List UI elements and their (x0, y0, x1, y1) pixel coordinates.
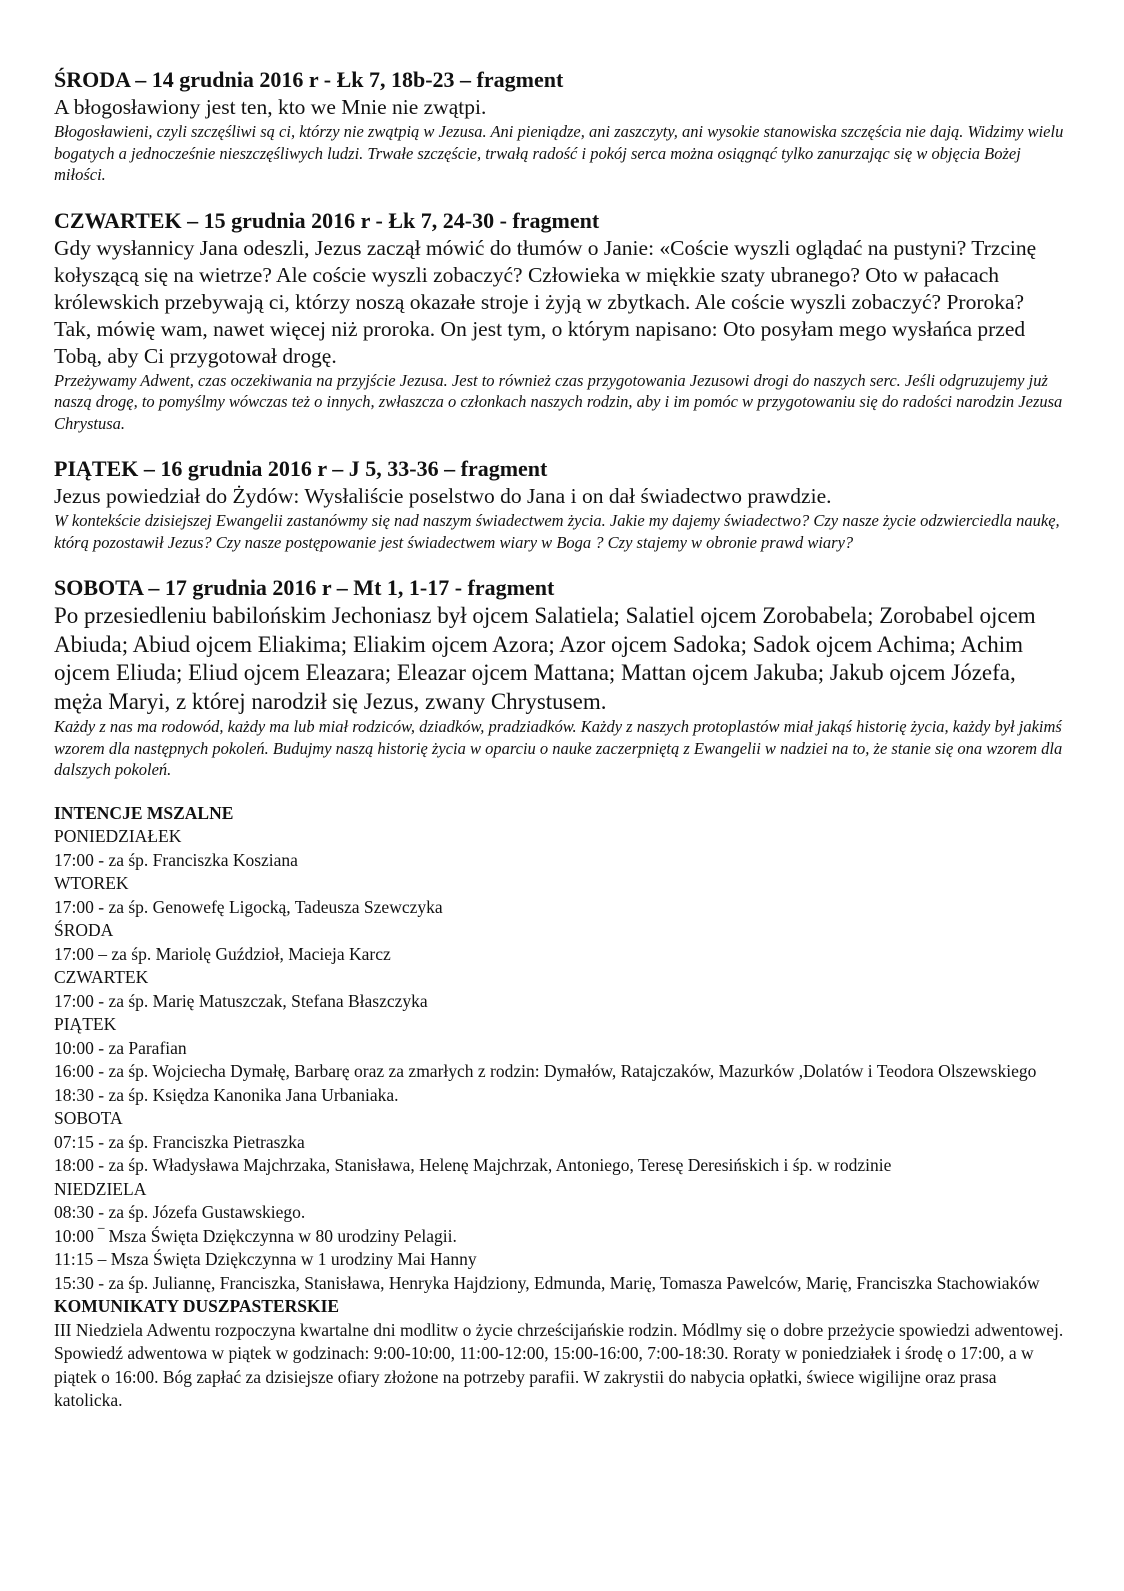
gospel-text: Po przesiedleniu babilońskim Jechoniasz był ojcem Salatiela; Salatiel ojcem Zorobabela; Zorobabel ojcem Abiuda; Abiud ojcem Eliakima; Eliakim ojcem Azora; Azor ojcem Sadoka; Sadok ojcem Achima; Achim ojcem Eliuda; Eliud ojcem Eleazara; Eleazar ojcem Mattana; Mattan ojcem Jakuba; Jakub ojcem Józefa, męża Maryi, z której narodził się Jezus, zwany Chrystusem. (54, 603, 1036, 714)
gospel-text: A błogosławiony jest ten, kto we Mnie nie zwątpi. (54, 95, 487, 119)
intention-line: 11:15 – Msza Święta Dziękczynna w 1 urodziny Mai Hanny (54, 1249, 477, 1269)
intention-line: 18:00 - za śp. Władysława Majchrzaka, Stanisława, Helenę Majchrzak, Antoniego, Teresę Deresińskich i śp. w rodzinie (54, 1155, 892, 1175)
day-title: CZWARTEK – 15 grudnia 2016 r - Łk 7, 24-30 - fragment (54, 207, 600, 233)
intention-line: 08:30 - za śp. Józefa Gustawskiego. (54, 1202, 306, 1222)
intention-line: PONIEDZIAŁEK (54, 826, 182, 846)
day-thursday (54, 207, 1064, 435)
intention-line: NIEDZIELA (54, 1178, 147, 1199)
intention-line: 10:00 ‾ Msza Święta Dziękczynna w 80 urodziny Pelagii. (54, 1225, 457, 1246)
intention-line: WTOREK (54, 873, 129, 893)
reflection-text: Błogosławieni, czyli szczęśliwi są ci, którzy nie zwątpią w Jezusa. Ani pieniądze, ani zaszczyty, ani wysokie stanowiska szczęścia nie dają. Widzimy wielu bogatych a jednocześnie nieszczęśliwych ludzi. Trwałe szczęście, trwałą radość i pokój serca można osiągnąć tylko zanurzając się w objęcia Bożej miłości. (54, 122, 1064, 184)
reflection-text: Każdy z nas ma rodowód, każdy ma lub miał rodziców, dziadków, pradziadków. Każdy z naszych protoplastów miał jakąś historię życia, każdy był jakimś wzorem dla następnych pokoleń. Budujmy naszą historię życia w oparciu o nauke zaczerpniętą z Ewangelii w nadziei na to, że stanie się ona wzorem dla dalszych pokoleń. (54, 717, 1063, 779)
announcements-heading: KOMUNIKATY DUSZPASTERSKIE (54, 1296, 340, 1316)
intention-line: 10:00 - za Parafian (54, 1037, 187, 1058)
announcements-text: III Niedziela Adwentu rozpoczyna kwartalne dni modlitw o życie chrześcijańskie rodzin. Módlmy się o dobre przeżycie spowiedzi adwentowej. Spowiedź adwentowa w piątek w godzinach: 9:00-10:00, 11:00-12:00, 15:00-16:00, 7:00-18:30. Roraty w poniedziałek i środę o 17:00, a w piątek o 16:00. Bóg zapłać za dzisiejsze ofiary złożone na potrzeby parafii. W zakrystii do nabycia opłatki, świece wigilijne oraz prasa katolicka. (54, 1319, 1064, 1410)
day-friday (54, 455, 1064, 553)
intention-line: 16:00 - za śp. Wojciecha Dymałę, Barbarę oraz za zmarłych z rodzin: Dymałów, Ratajczaków, Mazurków ,Dolatów i Teodora Olszewskiego (54, 1061, 1037, 1081)
intention-line: ŚRODA (54, 920, 114, 940)
day-title: SOBOTA – 17 grudnia 2016 r – Mt 1, 1-17 - fragment (54, 575, 555, 600)
day-title: PIĄTEK – 16 grudnia 2016 r – J 5, 33-36 – fragment (54, 456, 548, 481)
day-title: ŚRODA – 14 grudnia 2016 r - Łk 7, 18b-23 – fragment (54, 67, 564, 92)
mass-intentions (54, 802, 1064, 1413)
intention-line: 07:15 - za śp. Franciszka Pietraszka (54, 1131, 305, 1152)
intention-line: 18:30 - za śp. Księdza Kanonika Jana Urbaniaka. (54, 1084, 399, 1105)
gospel-text: Jezus powiedział do Żydów: Wysłaliście poselstwo do Jana i on dał świadectwo prawdzie. (54, 484, 832, 508)
intention-line: 15:30 - za śp. Juliannę, Franciszka, Stanisława, Henryka Hajdziony, Edmunda, Marię, Tomasza Pawelców, Marię, Franciszka Stachowiaków (54, 1272, 1040, 1293)
reflection-text: W kontekście dzisiejszej Ewangelii zastanówmy się nad naszym świadectwem życia. Jakie my dajemy świadectwo? Czy nasze życie odzwierciedla naukę, którą pozostawił Jezus? Czy nasze postępowanie jest świadectwem wiary w Boga ? Czy stajemy w obronie prawd wiary? (54, 511, 1060, 552)
intention-line: 17:00 – za śp. Mariolę Guździoł, Macieja Karcz (54, 943, 391, 964)
day-saturday (54, 574, 1064, 781)
intention-line: PIĄTEK (54, 1014, 117, 1034)
day-wednesday (54, 66, 1064, 186)
intention-line: 17:00 - za śp. Franciszka Kosziana (54, 849, 298, 870)
intention-line: CZWARTEK (54, 967, 149, 987)
intention-line: SOBOTA (54, 1108, 123, 1128)
intention-line: 17:00 - za śp. Marię Matuszczak, Stefana Błaszczyka (54, 990, 428, 1011)
intentions-heading: INTENCJE MSZALNE (54, 802, 234, 823)
gospel-text: Gdy wysłannicy Jana odeszli, Jezus zaczął mówić do tłumów o Janie: «Coście wyszli oglądać na pustyni? Trzcinę kołyszącą się na wietrze? Ale coście wyszli zobaczyć? Człowieka w miękkie szaty ubranego? Oto w pałacach królewskich przebywają ci, którzy noszą okazałe stroje i żyją w zbytkach. Ale coście wyszli zobaczyć? Proroka? Tak, mówię wam, nawet więcej niż proroka. On jest tym, o którym napisano: Oto posyłam mego wysłańca przed Tobą, aby Ci przygotował drogę. (54, 235, 1037, 368)
intention-line: 17:00 - za śp. Genowefę Ligocką, Tadeusza Szewczyka (54, 896, 443, 917)
reflection-text: Przeżywamy Adwent, czas oczekiwania na przyjście Jezusa. Jest to również czas przygotowania Jezusowi drogi do naszych serc. Jeśli odgruzujemy już naszą drogę, to pomyślmy wówczas też o innych, zwłaszcza o członkach naszych rodzin, aby i im pomóc w przygotowaniu się do radości narodzin Jezusa Chrystusa. (54, 370, 1063, 433)
